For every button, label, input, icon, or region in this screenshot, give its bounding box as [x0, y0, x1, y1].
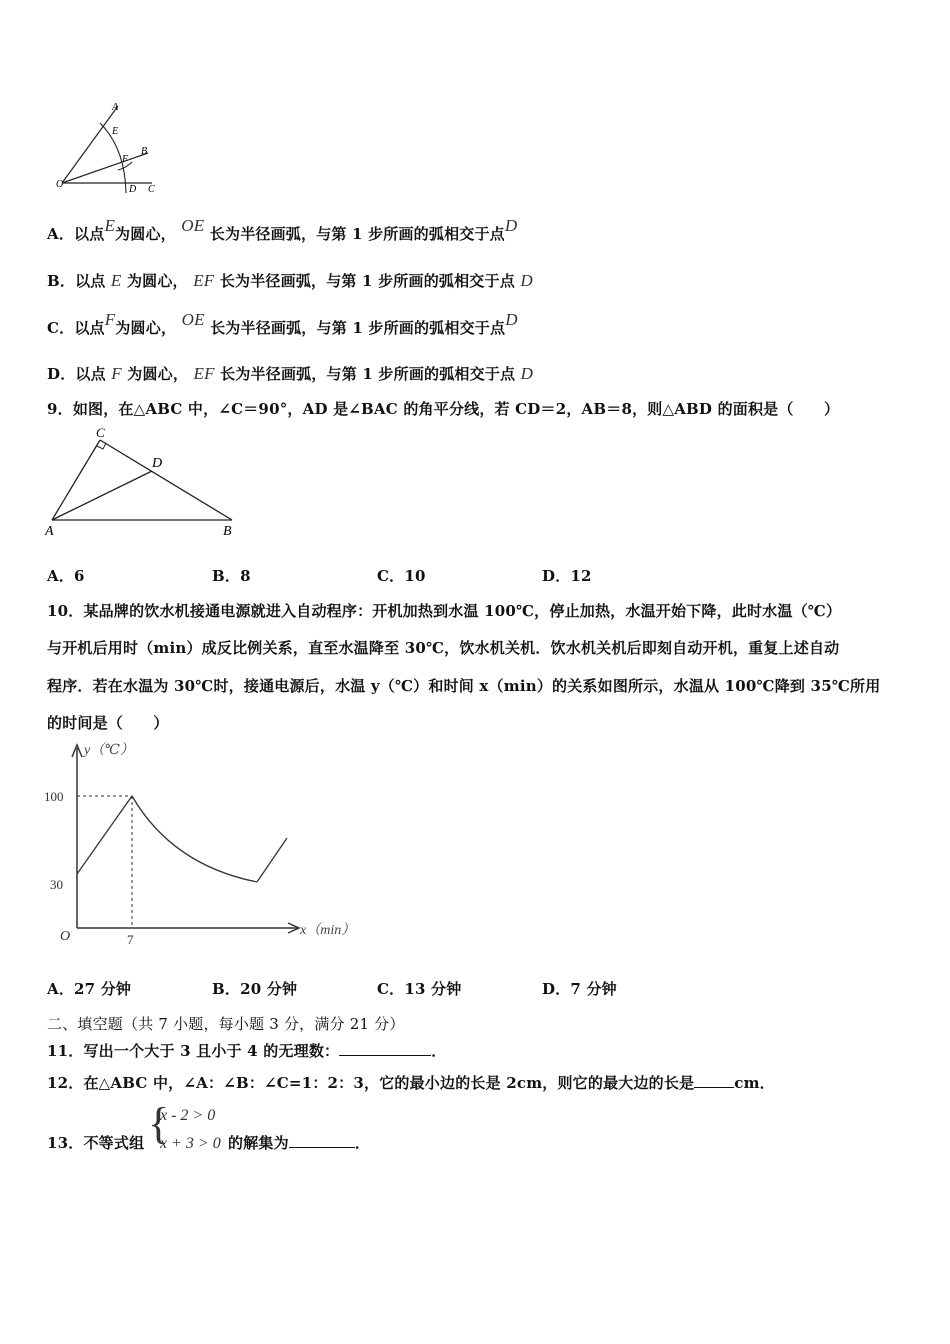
graph-origin: O	[60, 929, 71, 944]
q9-option-c: C．10	[377, 567, 426, 585]
graph-tick-7: 7	[127, 932, 134, 947]
q10-line-3: 程序．若在水温为 30℃时，接通电源后，水温 y（℃）和时间 x（min）的关系如图所示，水温从 100℃降到 35℃所用	[47, 677, 881, 695]
fig-tri-label-B: B	[223, 524, 232, 539]
graph-tick-100: 100	[44, 789, 64, 804]
q8-option-c: C．以点F为圆心， OE 长为半径画弧，与第 1 步所画的弧相交于点D	[47, 310, 518, 337]
fig-tri-label-A: A	[45, 524, 54, 539]
q8-option-a: A．以点E为圆心， OE 长为半径画弧，与第 1 步所画的弧相交于点D	[47, 216, 518, 243]
fig-label-F: F	[122, 154, 129, 165]
q11-answer-blank[interactable]	[339, 1041, 431, 1056]
q12: 12．在△ABC 中，∠A：∠B：∠C=1：2：3，它的最小边的长是 2cm，则它的最大边的长是 cm．	[47, 1074, 775, 1092]
triangle-abc-figure	[42, 425, 242, 540]
q10-line-1: 10．某品牌的饮水机接通电源就进入自动程序：开机加热到水温 100℃，停止加热，水温开始下降，此时水温（℃）	[47, 602, 842, 620]
q13-system-brace: {	[148, 1099, 170, 1148]
fig-label-D: D	[129, 184, 137, 195]
q13: 13．不等式组	[47, 1134, 145, 1152]
fig-label-A: A	[112, 102, 119, 113]
q9-option-d: D．12	[542, 567, 592, 585]
section-title: 二、填空题（共 7 小题，每小题 3 分，满分 21 分）	[47, 1015, 405, 1033]
q13-eq2: x + 3 > 0	[160, 1135, 221, 1152]
q10-option-b: B．20 分钟	[212, 980, 298, 998]
q11: 11．写出一个大于 3 且小于 4 的无理数： ．	[47, 1042, 447, 1060]
q10-line-2: 与开机后用时（min）成反比例关系，直至水温降至 30℃，饮水机关机．饮水机关机后即刻自动开机，重复上述自动	[47, 639, 840, 657]
q10-line-4: 的时间是（ ）	[47, 714, 169, 732]
fig-tri-label-C: C	[96, 425, 105, 440]
graph-x-label: x（min）	[300, 923, 356, 938]
graph-y-label: y（℃）	[84, 743, 134, 758]
angle-construction-figure	[40, 98, 170, 198]
fig-tri-label-D: D	[152, 456, 163, 471]
q12-answer-blank[interactable]	[694, 1073, 734, 1088]
graph-tick-30: 30	[50, 877, 63, 892]
q10-option-d: D．7 分钟	[542, 980, 617, 998]
temperature-graph	[42, 740, 362, 950]
fig-label-B: B	[141, 146, 148, 157]
q8-option-d: D．以点 F 为圆心， EF 长为半径画弧，与第 1 步所画的弧相交于点 D	[47, 364, 534, 383]
q10-option-a: A．27 分钟	[47, 980, 132, 998]
q13-eq1: x - 2 > 0	[160, 1107, 216, 1124]
fig-label-E: E	[112, 126, 119, 137]
q9-option-a: A．6	[47, 567, 85, 585]
q10-option-c: C．13 分钟	[377, 980, 462, 998]
q13-answer-blank[interactable]	[289, 1133, 355, 1148]
fig-label-C: C	[148, 184, 155, 195]
q13-tail: 的解集为 ．	[228, 1134, 371, 1152]
q8-option-b: B．以点 E 为圆心， EF 长为半径画弧，与第 1 步所画的弧相交于点 D	[47, 271, 533, 290]
q9-stem: 9．如图，在△ABC 中，∠C＝90°，AD 是∠BAC 的角平分线，若 CD＝2，AB＝8，则△ABD 的面积是（ ）	[47, 400, 840, 418]
fig-label-O: O	[56, 179, 64, 190]
q9-option-b: B．8	[212, 567, 251, 585]
